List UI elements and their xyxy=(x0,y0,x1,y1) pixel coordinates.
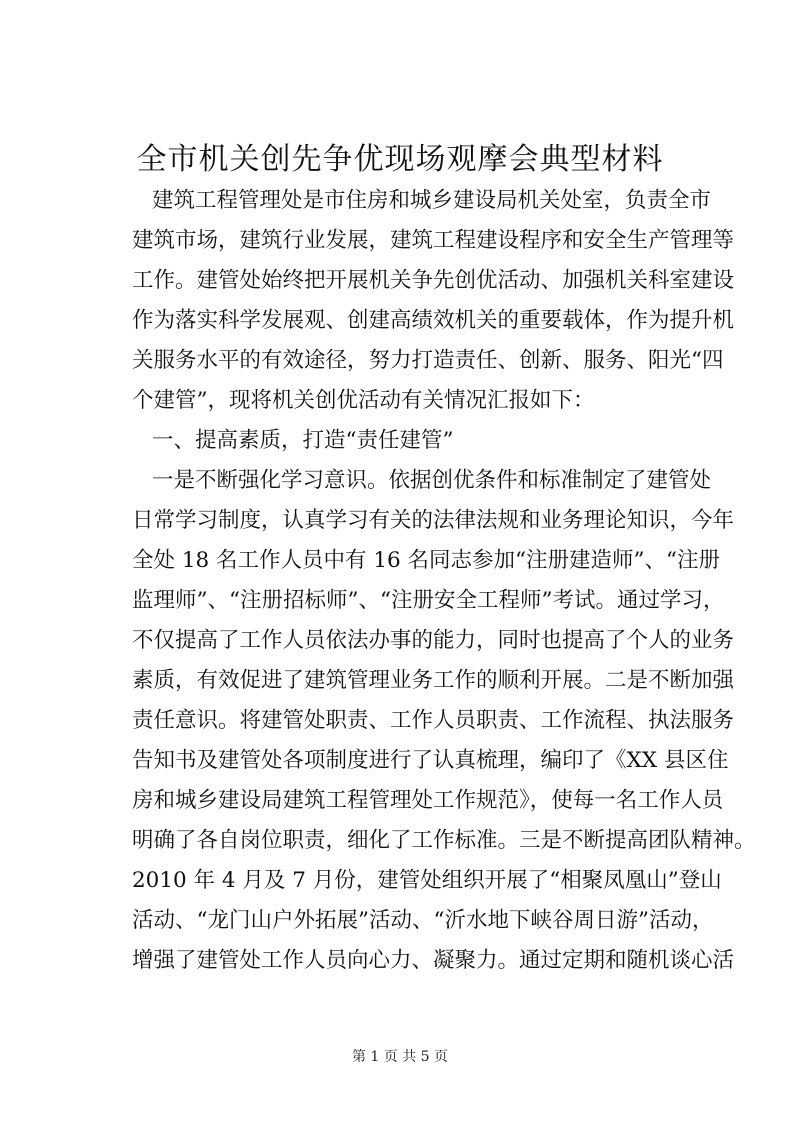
paragraph-line: 责任意识。将建管处职责、工作人员职责、工作流程、执法服务 xyxy=(132,708,735,733)
paragraph-line: 2010 年 4 月及 7 月份，建管处组织开展了“相聚凤凰山”登山 xyxy=(132,868,722,893)
paragraph-line: 房和城乡建设局建筑工程管理处工作规范》，使每一名工作人员 xyxy=(132,788,724,813)
document-title: 全市机关创先争优现场观摩会典型材料 xyxy=(136,142,664,177)
paragraph-line: 素质，有效促进了建筑管理业务工作的顺利开展。二是不断加强 xyxy=(132,668,735,693)
section-heading: 一、提高素质，打造“责任建管” xyxy=(152,428,454,453)
paragraph-line: 不仅提高了工作人员依法办事的能力，同时也提高了个人的业务 xyxy=(132,628,735,653)
paragraph-line: 个建管”，现将机关创优活动有关情况汇报如下： xyxy=(132,388,595,413)
paragraph-line: 活动、“龙门山户外拓展”活动、“沂水地下峡谷周日游”活动， xyxy=(132,908,714,933)
paragraph-line: 告知书及建管处各项制度进行了认真梳理，编印了《XX 县区住 xyxy=(132,748,729,773)
paragraph-line: 一是不断强化学习意识。依据创优条件和标准制定了建管处 xyxy=(152,468,712,493)
paragraph-line: 建筑市场，建筑行业发展，建筑工程建设程序和安全生产管理等 xyxy=(132,228,735,253)
paragraph-line: 增强了建管处工作人员向心力、凝聚力。通过定期和随机谈心活 xyxy=(132,948,735,973)
paragraph-line: 监理师”、“注册招标师”、“注册安全工程师”考试。通过学习， xyxy=(132,588,725,613)
paragraph-line: 全处 18 名工作人员中有 16 名同志参加“注册建造师”、“注册 xyxy=(132,548,721,573)
paragraph-line: 关服务水平的有效途径，努力打造责任、创新、服务、阳光“四 xyxy=(132,348,724,373)
paragraph-line: 明确了各自岗位职责，细化了工作标准。三是不断提高团队精神。 xyxy=(132,828,756,853)
paragraph-line: 工作。建管处始终把开展机关争先创优活动、加强机关科室建设 xyxy=(132,268,735,293)
paragraph-line: 日常学习制度，认真学习有关的法律法规和业务理论知识，今年 xyxy=(132,508,735,533)
paragraph-line: 作为落实科学发展观、创建高绩效机关的重要载体，作为提升机 xyxy=(132,308,735,333)
paragraph-line: 建筑工程管理处是市住房和城乡建设局机关处室，负责全市 xyxy=(152,188,712,213)
page-footer: 第 1 页 共 5 页 xyxy=(351,1049,449,1065)
